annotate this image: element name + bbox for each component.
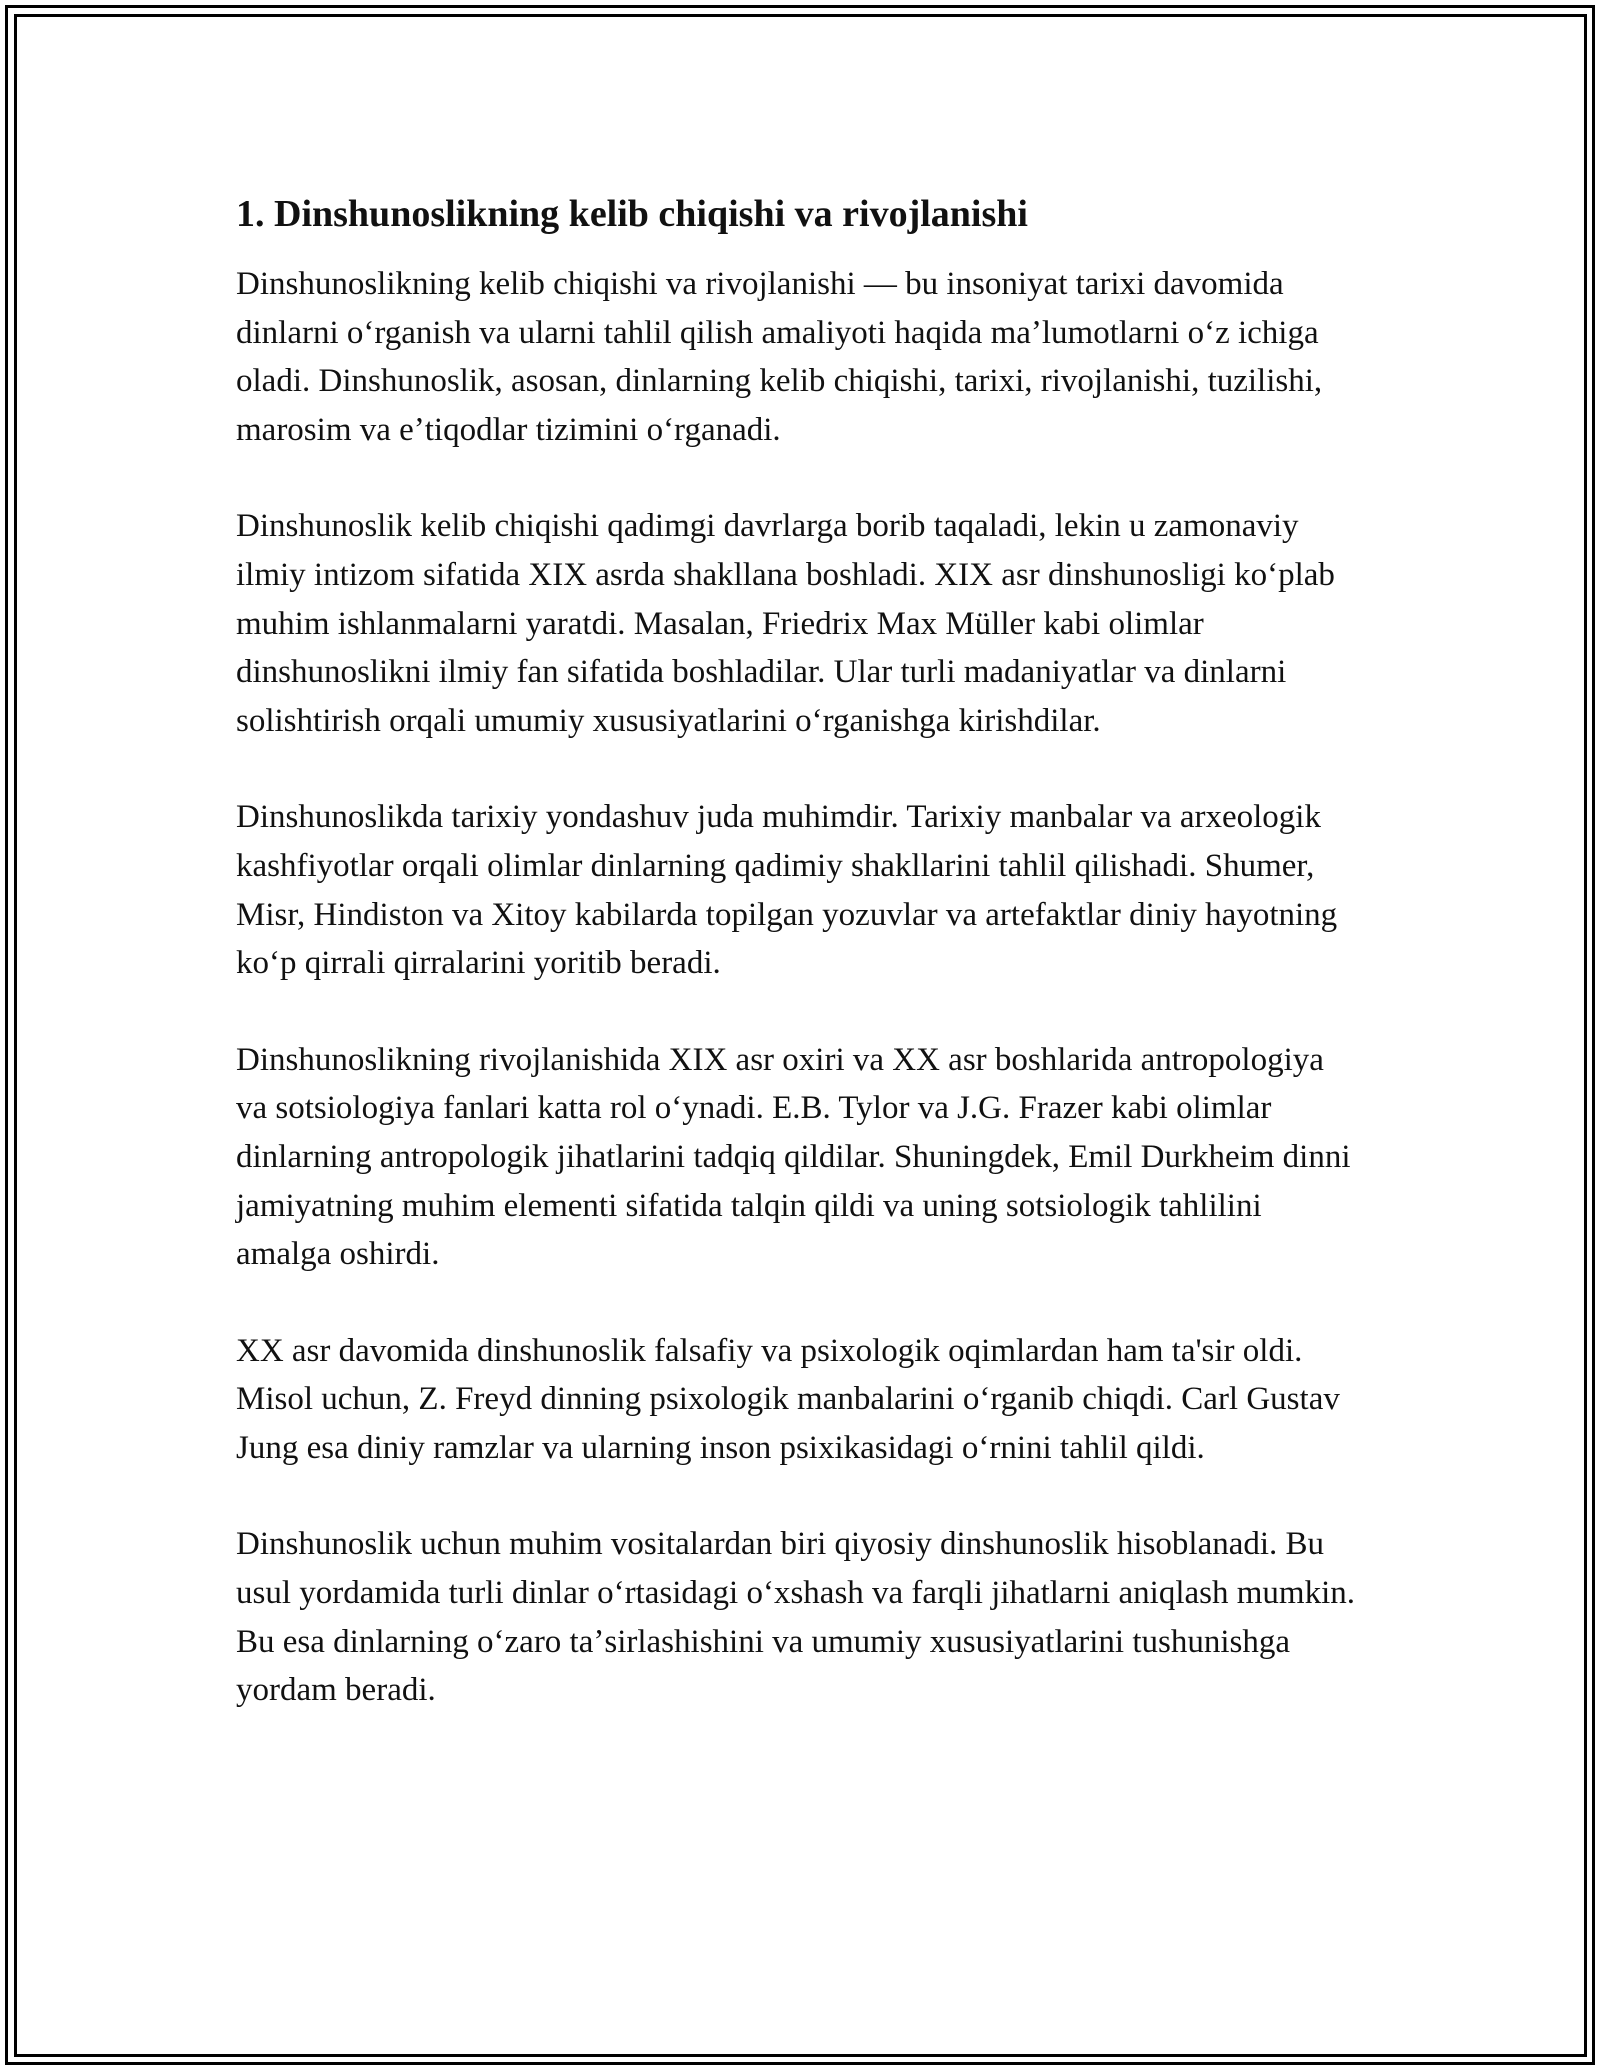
paragraph-3: Dinshunoslikda tarixiy yondashuv juda muhimdir. Tarixiy manbalar va arxeologik kashfiyotlar orqali olimlar dinlarning qadimiy shakllarini tahlil qilishadi. Shumer, Misr, Hindiston va Xitoy kabilarda topilgan yozuvlar va artefaktlar diniy hayotning koʻp qirrali qirralarini yoritib beradi. <box>236 799 1338 982</box>
paragraph-5: XX asr davomida dinshunoslik falsafiy va psixologik oqimlardan ham ta'sir oldi. Misol uchun, Z. Freyd dinning psixologik manbalarini oʻrganib chiqdi. Carl Gustav Jung esa diniy ramzlar va ularning inson psixikasidagi oʻrnini tahlil qildi. <box>236 1332 1340 1466</box>
paragraph-6: Dinshunoslik uchun muhim vositalardan biri qiyosiy dinshunoslik hisoblanadi. Bu usul yordamida turli dinlar oʻrtasidagi oʻxshash va farqli jihatlarni aniqlash mumkin. Bu esa dinlarning oʻzaro taʼsirlashishini va umumiy xususiyatlarini tushunishga yordam beradi. <box>236 1526 1356 1709</box>
section-heading: 1. Dinshunoslikning kelib chiqishi va rivojlanishi <box>236 193 1028 235</box>
paragraph-1: Dinshunoslikning kelib chiqishi va rivojlanishi — bu insoniyat tarixi davomida dinlarni oʻrganish va ularni tahlil qilish amaliyoti haqida maʼlumotlarni oʻz ichiga oladi. Dinshunoslik, asosan, dinlarning kelib chiqishi, tarixi, rivojlanishi, tuzilishi, marosim va eʼtiqodlar tizimini oʻrganadi. <box>236 266 1323 448</box>
paragraph-4: Dinshunoslikning rivojlanishida XIX asr oxiri va XX asr boshlarida antropologiya va sotsiologiya fanlari katta rol oʻynadi. E.B. Tylor va J.G. Frazer kabi olimlar dinlarning antropologik jihatlarini tadqiq qildilar. Shuningdek, Emil Durkheim dinni jamiyatning muhim elementi sifatida talqin qildi va uning sotsiologik tahlilini amalga oshirdi. <box>236 1041 1351 1273</box>
paragraph-2: Dinshunoslik kelib chiqishi qadimgi davrlarga borib taqaladi, lekin u zamonaviy ilmiy intizom sifatida XIX asrda shakllana boshladi. XIX asr dinshunosligi koʻplab muhim ishlanmalarni yaratdi. Masalan, Friedrix Max Müller kabi olimlar dinshunoslikni ilmiy fan sifatida boshladilar. Ular turli madaniyatlar va dinlarni solishtirish orqali umumiy xususiyatlarini oʻrganishga kirishdilar. <box>236 508 1335 739</box>
document-body <box>236 188 1356 1763</box>
